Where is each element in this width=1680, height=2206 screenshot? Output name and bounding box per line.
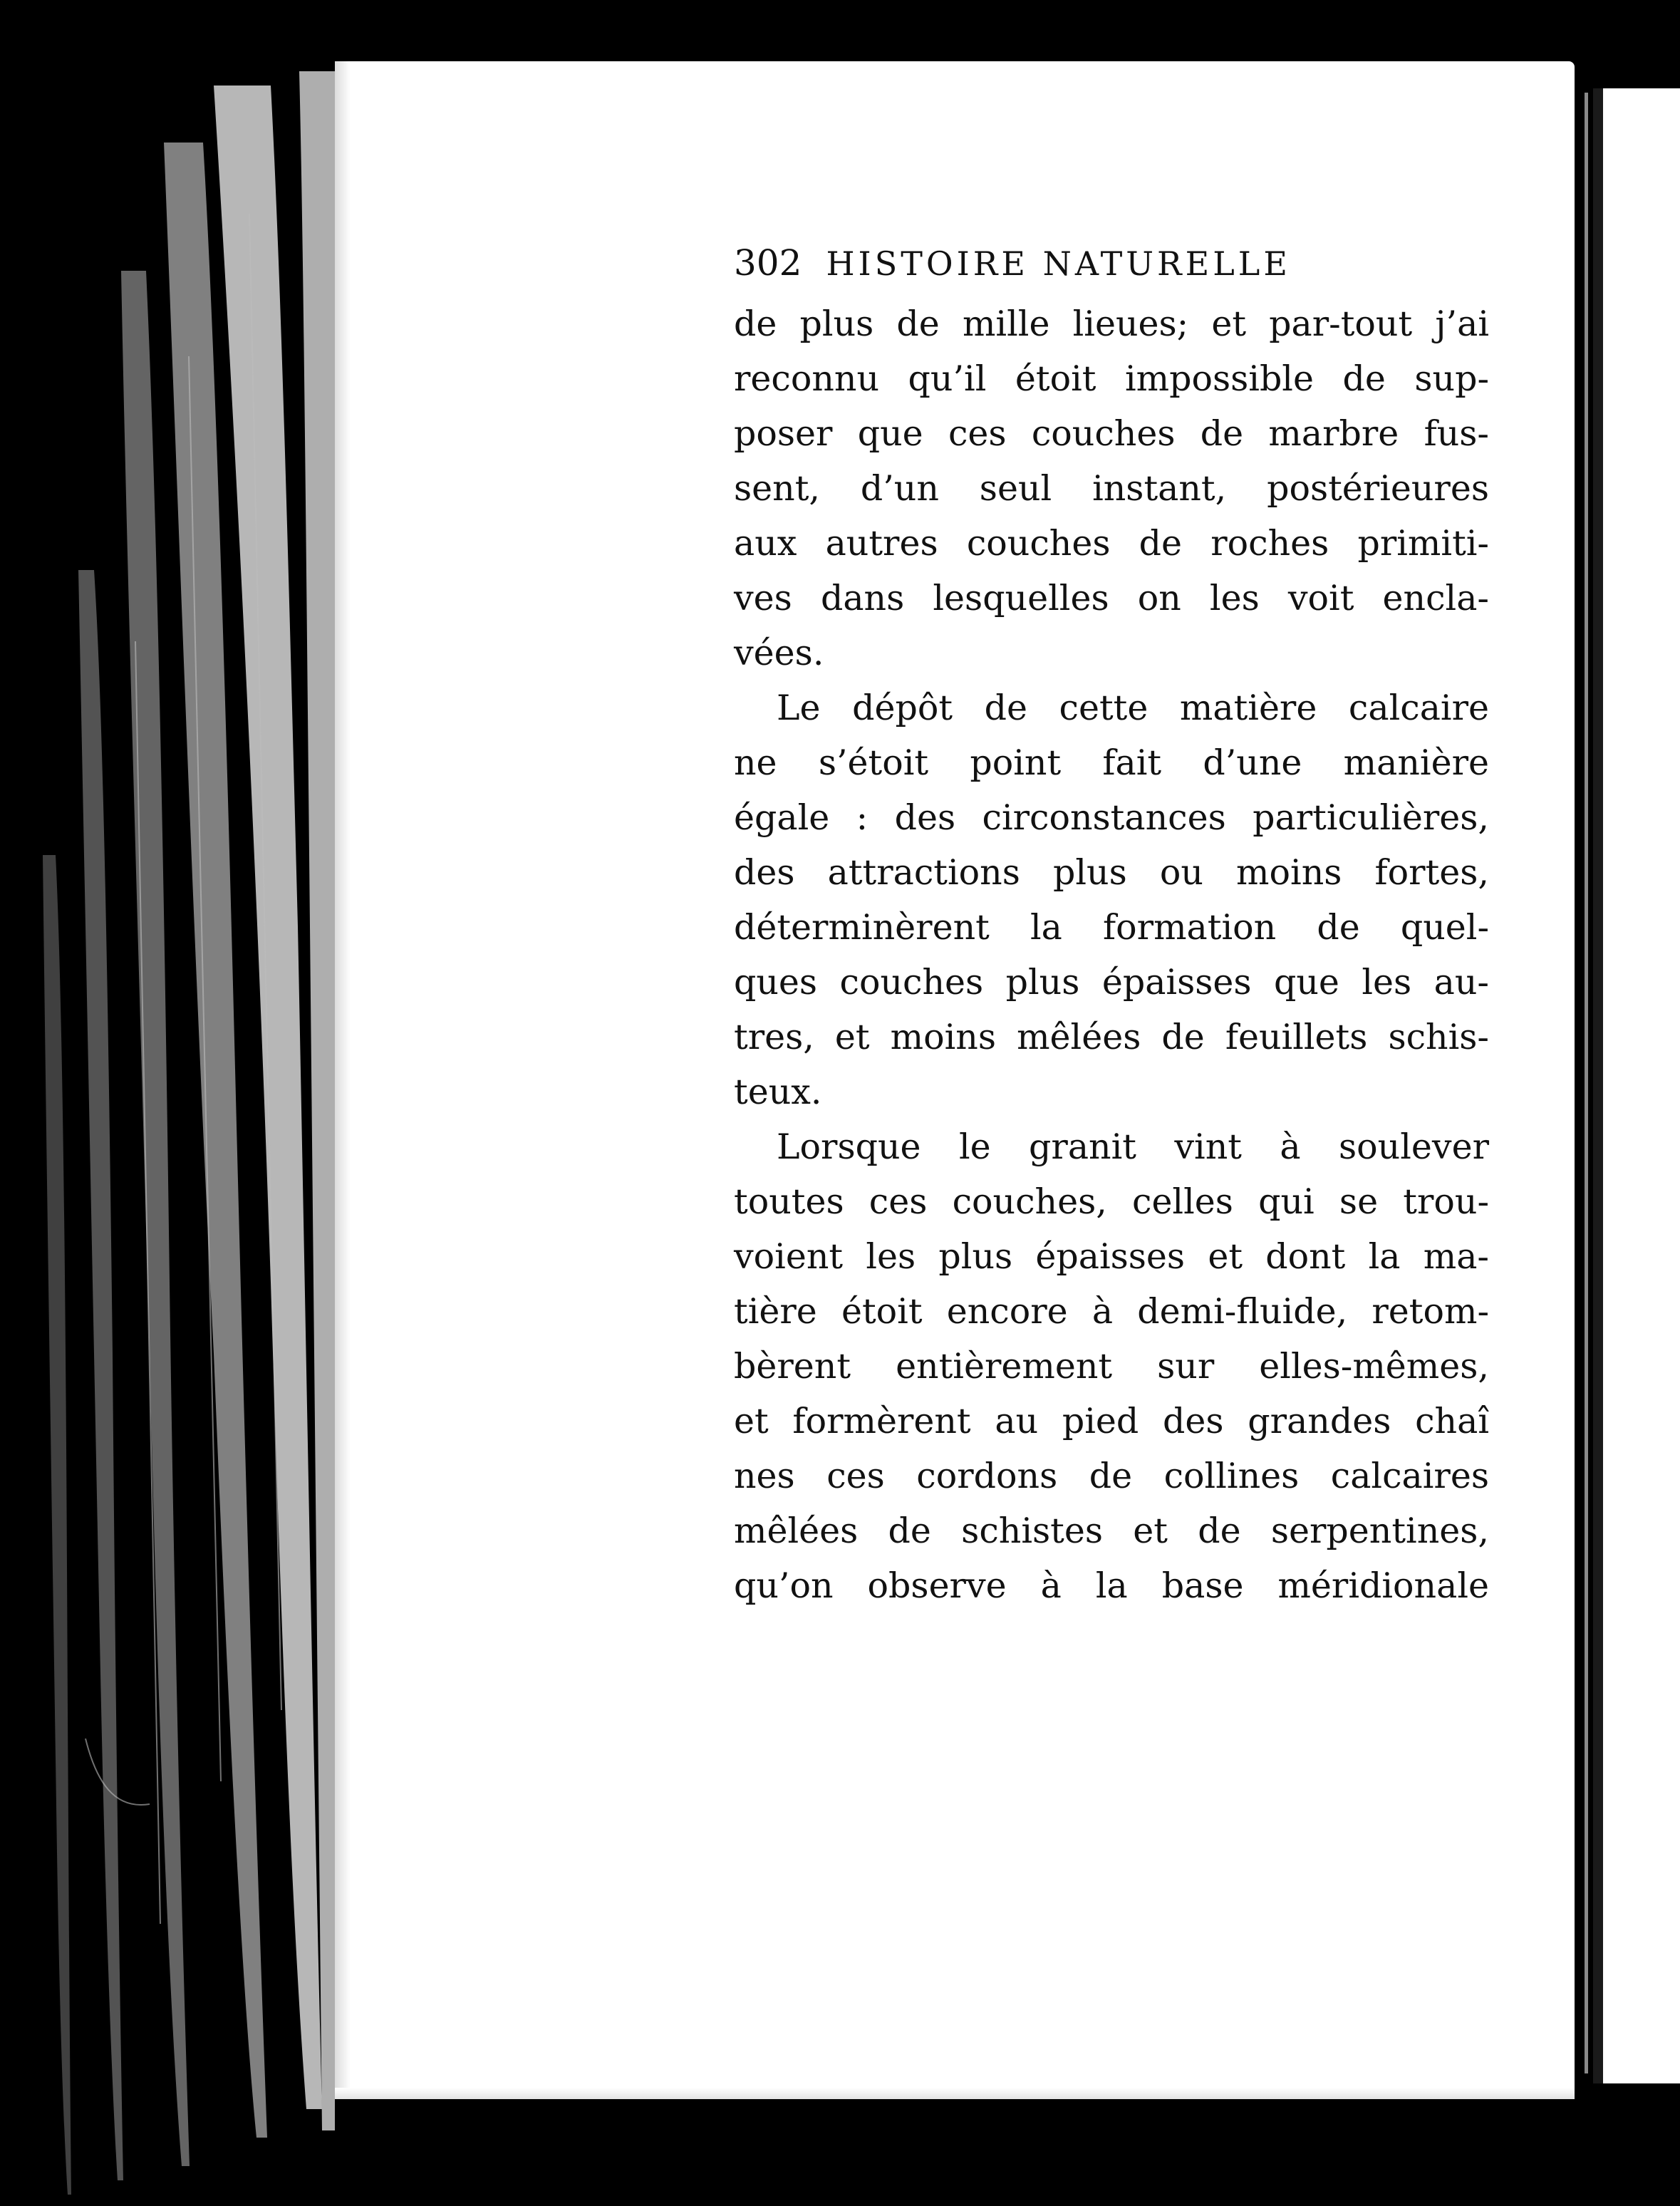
text-line: bèrent entièrement sur elles-mêmes, [734,1346,1489,1387]
text-line: Le dépôt de cette matière calcaire [777,688,1489,728]
text-line: nes ces cordons de collines calcaires [734,1456,1489,1496]
paragraph-2 [734,680,1489,1119]
running-head [734,242,1489,296]
text-line: ques couches plus épaisses que les au- [734,962,1489,1003]
text-line: et formèrent au pied des grandes chaî [734,1401,1489,1441]
page-number: 302 [734,242,802,284]
text-line: sent, d’un seul instant, postérieures [734,468,1489,509]
text-line: égale : des circonstances particulières, [734,797,1489,838]
text-line: vées. [734,633,824,673]
page-bottom-edge [335,2088,1575,2099]
text-line: des attractions plus ou moins fortes, [734,852,1489,893]
page-text-block [734,242,1489,1613]
torn-page-edges [0,0,335,2206]
text-line: Lorsque le granit vint à soulever [777,1127,1489,1167]
paragraph-1 [734,296,1489,680]
text-line: reconnu qu’il étoit impossible de sup- [734,358,1489,399]
text-line: voient les plus épaisses et dont la ma- [734,1236,1489,1277]
text-line: toutes ces couches, celles qui se trou- [734,1181,1489,1222]
next-page-edge [1593,88,1680,2083]
running-head-title: HISTOIRE NATURELLE [826,244,1291,283]
text-line: tière étoit encore à demi-fluide, retom- [734,1291,1489,1332]
text-line: aux autres couches de roches primiti- [734,523,1489,564]
text-line: poser que ces couches de marbre fus- [734,413,1489,454]
text-line: ne s’étoit point fait d’une manière [734,742,1489,783]
paragraph-3 [734,1119,1489,1613]
text-line: mêlées de schistes et de serpentines, [734,1511,1489,1551]
page-stack-line [1585,93,1588,2073]
text-line: ves dans lesquelles on les voit encla- [734,578,1489,618]
text-line: teux. [734,1072,822,1112]
text-line: déterminèrent la formation de quel- [734,907,1489,948]
text-line: qu’on observe à la base méridionale [734,1565,1489,1606]
gutter-shadow [335,61,351,2099]
text-line: tres, et moins mêlées de feuillets schis- [734,1017,1489,1057]
text-line: de plus de mille lieues; et par-tout j’ai [734,304,1489,344]
